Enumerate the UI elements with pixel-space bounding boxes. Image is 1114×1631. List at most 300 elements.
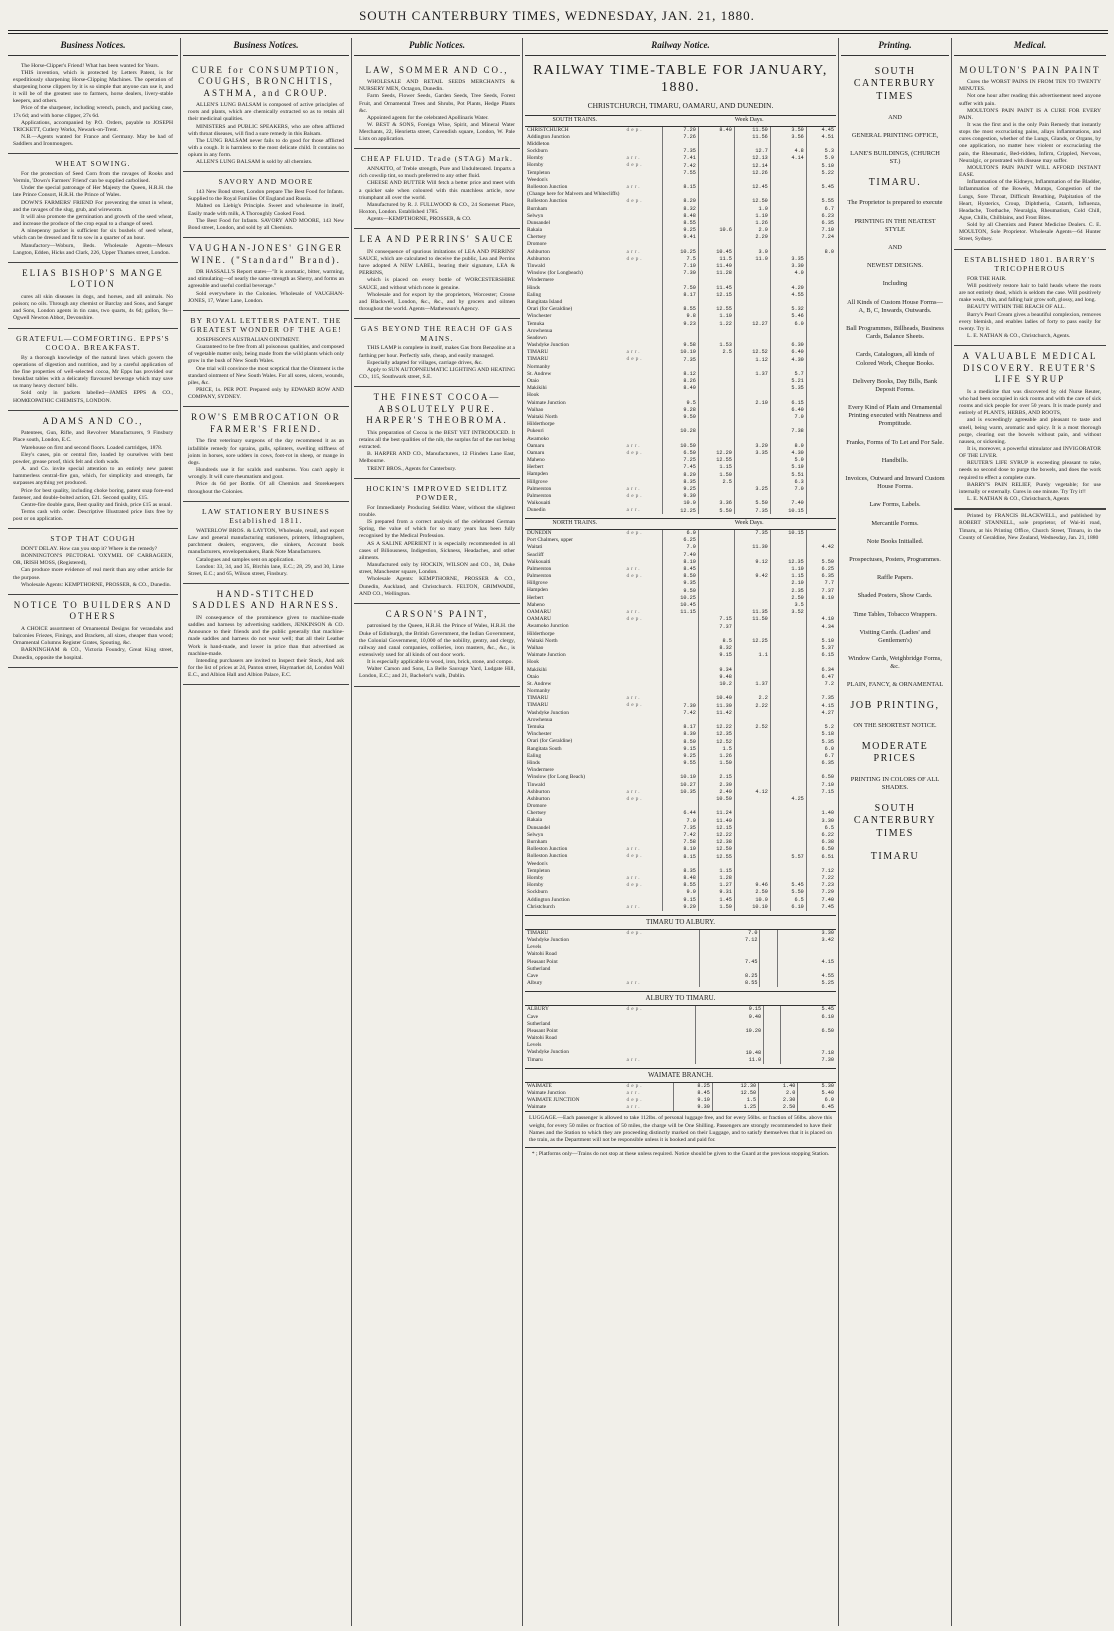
column-divider (180, 38, 181, 1626)
departure-time (662, 688, 698, 695)
ad-title: GRATEFUL—COMFORTING. EPPS'S COCOA. BREAKFAST. (16, 333, 170, 353)
station-note (625, 810, 663, 817)
departure-time (698, 371, 734, 378)
departure-time: 5.45 (770, 882, 806, 889)
station-name: Maheno (527, 601, 545, 608)
station-note (625, 471, 663, 478)
departure-time (806, 241, 836, 248)
station-name: Rolleston Junction (527, 853, 568, 860)
ad-title: THE FINEST COCOA—ABSOLUTELY PURE. HARPER'S THEOBROMA. (366, 392, 508, 426)
timetable-row (525, 724, 836, 731)
departure-time (760, 958, 777, 965)
printing-line: PRINTING IN COLORS OF ALL SHADES. (850, 776, 940, 792)
station-name: Templeton (527, 867, 550, 874)
ad-paragraph: The Best Food for Infants. SAVORY AND MOORE, 143 New Bond street, London, and sold by all Chemists. (188, 217, 344, 231)
station-note (625, 652, 663, 659)
departure-time: 7.35 (662, 356, 698, 363)
departure-time: 5.21 (770, 378, 806, 385)
departure-time (777, 951, 836, 958)
ad-paragraph: Wholesale Agents: KEMPTHORNE, PROSSER, & CO., Dunedin. (21, 581, 171, 588)
departure-time: 6.0 (770, 320, 806, 327)
departure-time: 3.30 (806, 817, 836, 824)
departure-time: 5.22 (806, 169, 836, 176)
departure-time: 5.19 (770, 464, 806, 471)
departure-time: 5.7 (770, 371, 806, 378)
ad-title: LAW, SOMMER AND CO., (365, 64, 509, 75)
departure-time: 12.52 (698, 738, 734, 745)
station-note (625, 263, 663, 270)
printing-line: Franks, Forms of To Let and For Sale. (846, 438, 944, 446)
departure-time: 12.7 (734, 148, 770, 155)
timetable-row (525, 937, 836, 944)
station-note (625, 825, 663, 832)
station-note (625, 868, 663, 875)
departure-time (806, 385, 836, 392)
station-note (625, 435, 663, 442)
timetable-row (525, 1035, 836, 1042)
departure-time: 7.58 (662, 839, 698, 846)
departure-time (734, 832, 770, 839)
departure-time (770, 616, 806, 623)
ad-paragraph: Cures the WORST PAINS IN FROM TEN TO TWENTY MINUTES. (959, 79, 1101, 93)
station-name: Dunedin (527, 507, 546, 514)
station-name: Ashburton (527, 255, 550, 262)
departure-time: 3.30 (777, 930, 836, 937)
timetable-row (525, 796, 836, 803)
station-name: Levels (527, 1042, 542, 1049)
station-note (625, 399, 663, 406)
timetable-row (525, 306, 836, 313)
departure-time: 6.50 (662, 450, 698, 457)
ad-paragraph: A CHOICE assortment of Ornamental Designs for verandahs and balconies Friezes, Finings, and Brackets, all sizes, cheaper than wood; Ornamental Columns Register Grates, Spouting, &c. (13, 625, 173, 647)
station-note: arr. (626, 846, 642, 853)
departure-time (806, 803, 836, 810)
station-note: arr. (626, 507, 642, 514)
departure-time (770, 213, 806, 220)
printing-line: TIMARU. (868, 176, 922, 188)
departure-time: 9.30 (673, 1104, 712, 1111)
departure-time: 5.50 (698, 507, 734, 514)
station-note (625, 817, 663, 824)
ad-body (13, 355, 173, 405)
station-name: Addington Junction (527, 896, 570, 903)
departure-time (698, 220, 734, 227)
departure-time (734, 817, 770, 824)
departure-time: 7.0 (662, 544, 698, 551)
printing-line: Mercantile Forms. (871, 519, 919, 527)
station-note (625, 220, 663, 227)
departure-time: 10.28 (662, 428, 698, 435)
departure-time: 8.10 (662, 846, 698, 853)
station-name: Palmerston (527, 573, 552, 580)
timetable-row (525, 966, 836, 973)
departure-time: 12.22 (698, 724, 734, 731)
departure-time: 6.10 (780, 1013, 836, 1020)
departure-time: 1.25 (712, 1104, 758, 1111)
departure-time: 6.40 (770, 407, 806, 414)
departure-time (806, 688, 836, 695)
station-name: Waimate Junction (527, 1089, 566, 1096)
station-name: Seadown (527, 334, 547, 341)
station-name: Port Chalmers, upper (527, 537, 573, 544)
station-note (625, 277, 663, 284)
departure-time (734, 595, 770, 602)
departure-time (770, 645, 806, 652)
station-name: Herbert (527, 594, 544, 601)
departure-time (734, 378, 770, 385)
departure-time (806, 277, 836, 284)
departure-time (698, 717, 734, 724)
station-note (625, 544, 663, 551)
station-note (625, 602, 663, 609)
station-note (625, 407, 663, 414)
departure-time: 1.1 (734, 652, 770, 659)
departure-time (698, 602, 734, 609)
printing-line: GENERAL PRINTING OFFICE, (851, 132, 939, 140)
departure-time: 8.55 (662, 882, 698, 889)
ad-paragraph: DON'T DELAY. How can you stop it? Where is the remedy? (21, 545, 158, 552)
ad-paragraph: For the protection of Seed Corn from the ravages of Rooks and Vermin, 'Down's Farmers' Friend' can be supplied carbolised. (13, 170, 173, 185)
station-name: Normanby (527, 363, 551, 370)
departure-time: 11.35 (734, 609, 770, 616)
station-note (625, 205, 663, 212)
departure-time (734, 328, 770, 335)
station-note: arr. (626, 903, 642, 910)
masthead-rule-2 (8, 33, 1108, 34)
station-name: Waimate Junction (527, 652, 566, 659)
station-note (625, 428, 663, 435)
departure-time: 9.15 (696, 1006, 764, 1013)
timetable-title: RAILWAY TIME-TABLE FOR JANUARY, 1880. (533, 62, 828, 96)
departure-time: 7.42 (662, 710, 698, 717)
ad-paragraph: It is especially applicable to wood, iron, brick, stone, and compo. (367, 659, 513, 666)
departure-time: 8.48 (662, 213, 698, 220)
timetable-row (525, 595, 836, 602)
departure-time (734, 853, 770, 860)
ads-list (954, 60, 1106, 510)
departure-time (806, 349, 836, 356)
station-name: Hornby (527, 874, 544, 881)
departure-time (698, 421, 734, 428)
timetable-row (525, 1056, 836, 1063)
station-name: Weedon's (527, 860, 548, 867)
departure-time (770, 169, 806, 176)
ad-paragraph: Not one hour after reading this advertisement need anyone suffer with pain. (959, 93, 1101, 107)
departure-time (734, 717, 770, 724)
departure-time: 6.25 (806, 566, 836, 573)
table-header: Week Days. (662, 519, 836, 530)
departure-time (698, 580, 734, 587)
timetable-row (525, 695, 836, 702)
departure-time (806, 530, 836, 537)
ad-title: STOP THAT COUGH (50, 534, 136, 544)
station-name: Waihao (527, 644, 544, 651)
station-note: arr. (626, 609, 642, 616)
departure-time: 6.35 (806, 220, 836, 227)
station-note: dep. (626, 356, 644, 363)
ad-paragraph: MOULTON'S PAIN PAINT WILL AFFORD INSTANT EASE. (959, 164, 1101, 179)
departure-time: 1.50 (698, 471, 734, 478)
departure-time: 7.30 (662, 702, 698, 709)
departure-time: 8.45 (662, 566, 698, 573)
ads-list (183, 60, 349, 686)
advertisement (183, 407, 349, 501)
departure-time (734, 537, 770, 544)
departure-time (806, 399, 836, 406)
departure-time: 3.42 (777, 937, 836, 944)
departure-time: 8.55 (699, 980, 759, 987)
station-note: dep. (626, 126, 644, 133)
departure-time: 5.35 (806, 738, 836, 745)
departure-time: 2.10 (734, 399, 770, 406)
departure-time (764, 1028, 780, 1035)
timetable-row (525, 443, 836, 450)
departure-time (698, 299, 734, 306)
departure-time (734, 566, 770, 573)
station-name: Dromore (527, 803, 547, 810)
departure-time: 4.45 (806, 126, 836, 133)
departure-time (662, 659, 698, 666)
station-note (625, 378, 663, 385)
departure-time: 6.47 (806, 674, 836, 681)
departure-time: 7.22 (806, 875, 836, 882)
timetable-row (525, 717, 836, 724)
departure-time (734, 666, 770, 673)
departure-time (734, 414, 770, 421)
departure-time (806, 177, 836, 184)
timetable-row (525, 623, 836, 630)
departure-time (662, 717, 698, 724)
station-name: St. Andrew (527, 680, 552, 687)
station-note: arr. (626, 874, 642, 881)
departure-time: 12.25 (734, 638, 770, 645)
station-name: Weedon's (527, 176, 548, 183)
departure-time: 6.0 (798, 1097, 836, 1104)
timetable-row (525, 1104, 836, 1111)
departure-time (806, 457, 836, 464)
ad-paragraph: Warehouse on first and second floors. Loaded cartridges, 1878. (21, 444, 163, 451)
departure-time (734, 810, 770, 817)
timetable-row (525, 126, 836, 133)
timetable-row (525, 457, 836, 464)
station-note (625, 364, 663, 371)
station-note: arr. (626, 349, 642, 356)
section-header: Printing. (841, 38, 949, 56)
departure-time: 6.15 (806, 652, 836, 659)
departure-time: 5.3 (806, 148, 836, 155)
departure-time (662, 767, 698, 774)
station-note (625, 803, 663, 810)
departure-time: 8.10 (662, 559, 698, 566)
departure-time (698, 277, 734, 284)
advertisement (354, 229, 520, 319)
station-name: Sockburn (527, 889, 548, 896)
timetable-row (525, 493, 836, 500)
departure-time: 12.15 (698, 825, 734, 832)
departure-time (662, 652, 698, 659)
departure-time: 1.26 (734, 220, 770, 227)
timetable-row (525, 753, 836, 760)
timetable-row (525, 177, 836, 184)
departure-time (662, 364, 698, 371)
station-name: Oamaru (527, 442, 545, 449)
departure-time: 4.15 (806, 702, 836, 709)
ad-body (959, 79, 1101, 244)
timetable-row (525, 1006, 836, 1013)
departure-time: 7.38 (770, 428, 806, 435)
departure-time: 6.50 (806, 846, 836, 853)
printing-line: Ball Programmes, Billheads, Business Cards, Balance Sheets. (846, 324, 944, 341)
departure-time: 7.35 (734, 507, 770, 514)
departure-time (770, 328, 806, 335)
station-note (625, 500, 663, 507)
ad-paragraph: Wholesale Agents: KEMPTHORNE, PROSSER & CO., Dunedin, Auckland, and Christchurch. FELTON, GRIMWADE, AND CO., Wellington. (359, 576, 515, 597)
departure-time (806, 270, 836, 277)
departure-time: 5.45 (806, 184, 836, 191)
station-note (625, 659, 663, 666)
station-note (625, 227, 663, 234)
departure-time: 8.32 (662, 205, 698, 212)
departure-time (734, 767, 770, 774)
departure-time (734, 710, 770, 717)
departure-time (698, 803, 734, 810)
column-divider (522, 38, 523, 1626)
departure-time (770, 638, 806, 645)
station-name: Sutherland (527, 965, 551, 972)
departure-time (806, 630, 836, 637)
ad-paragraph: A ninepenny packet is sufficient for six bushels of seed wheat, which can be dressed and fit to sow in a quarter of an hour. (13, 228, 173, 242)
departure-time: 9.41 (662, 234, 698, 241)
ad-title: GAS BEYOND THE REACH OF GAS MAINS. (360, 324, 514, 343)
departure-time: 7.30 (780, 1056, 836, 1063)
departure-time: 1.22 (698, 320, 734, 327)
ad-paragraph: patronised by the Queen, H.R.H. the Prince of Wales, H.R.H. the Duke of Edinburgh, the British Government, the Indian Government, the Colonial Government, 10,000 of the nobility, gentry, and clergy, railway and canal companies, collieries, iron masters, &c., &c., is extensively used for all kinds of out door work. (359, 623, 515, 659)
departure-time (760, 937, 777, 944)
departure-time (770, 162, 806, 169)
timetable-row (525, 645, 836, 652)
station-note (625, 666, 663, 673)
station-note: dep. (626, 198, 644, 205)
departure-time (770, 702, 806, 709)
printing-line: NEWEST DESIGNS. (867, 262, 923, 270)
departure-time: 10.27 (662, 781, 698, 788)
printing-line: TIMARU (870, 850, 920, 862)
ad-body (13, 546, 173, 589)
departure-time: 11.42 (698, 710, 734, 717)
departure-time (806, 602, 836, 609)
ad-paragraph: which is placed on every bottle of WORCESTERSHIRE SAUCE, and without which none is genuine. (359, 277, 515, 291)
departure-time: 2.35 (770, 587, 806, 594)
departure-time: 2.40 (698, 789, 734, 796)
departure-time (662, 681, 698, 688)
timetable-row (525, 587, 836, 594)
departure-time: 7.12 (806, 868, 836, 875)
departure-time (698, 234, 734, 241)
departure-time (770, 435, 806, 442)
station-name: Christchurch (527, 903, 555, 910)
departure-time (662, 638, 698, 645)
station-name: OAMARU (527, 609, 551, 616)
station-name: Windermere (527, 277, 554, 284)
timetable-row (525, 951, 836, 958)
printing-line: Delivery Books, Day Bills, Bank Deposit Forms. (852, 377, 938, 393)
station-name: Selwyn (527, 212, 544, 219)
ad-body (188, 189, 344, 232)
timetable-row (525, 944, 836, 951)
departure-time (770, 630, 806, 637)
departure-time: 10.15 (770, 530, 806, 537)
ad-paragraph: N.B.—Agents wanted for France and Germany. May be had of Saddlers and Ironmongers. (13, 134, 173, 148)
ad-paragraph: Farm Seeds, Flower Seeds, Garden Seeds, Tree Seeds, Forest Fruit, and Ornamental Trees and Shrubs, Pot Plants, Hedge Plants &c. (359, 93, 515, 114)
timetable-row (525, 817, 836, 824)
timetable-row (525, 1083, 836, 1090)
departure-time (698, 443, 734, 450)
departure-time (734, 760, 770, 767)
station-note (625, 724, 663, 731)
timetable-row (525, 860, 836, 867)
ad-paragraph: FOR THE HAIR. (967, 275, 1007, 282)
printing-line: SOUTH CANTERBURY TIMES (853, 802, 937, 840)
timetable-row (525, 602, 836, 609)
printing-line: PRINTING IN THE NEATEST STYLE (854, 217, 936, 233)
departure-time: 12.52 (734, 349, 770, 356)
ad-paragraph: WHOLESALE AND RETAIL SEEDS MERCHANTS & NURSERY MEN, Octagon, Dunedin. (359, 79, 515, 93)
station-note: dep. (626, 162, 644, 169)
station-note (625, 1013, 696, 1020)
station-note (625, 781, 663, 788)
departure-time: 7.5 (662, 256, 698, 263)
station-note: arr. (626, 695, 642, 702)
departure-time: 9.15 (662, 745, 698, 752)
ad-title: SAVORY AND MOORE (218, 177, 314, 187)
timetable-row (525, 428, 836, 435)
departure-time: 7.37 (806, 587, 836, 594)
departure-time (770, 832, 806, 839)
departure-time (698, 385, 734, 392)
printing-line: Window Cards, Weighbridge Forms, &c. (848, 655, 942, 671)
station-name: Rolleston Junction (527, 846, 568, 853)
departure-time (734, 551, 770, 558)
ad-body (13, 626, 173, 662)
departure-time: 1.50 (698, 760, 734, 767)
departure-time: 8.0 (806, 249, 836, 256)
departure-time: 6.50 (806, 774, 836, 781)
timetable-row (525, 904, 836, 911)
departure-time (662, 299, 698, 306)
departure-time (698, 530, 734, 537)
departure-time (770, 191, 806, 198)
advertisement (354, 319, 520, 387)
timetable-row (525, 702, 836, 709)
departure-time: 7.15 (806, 789, 836, 796)
station-note: arr. (626, 442, 642, 449)
departure-time (698, 184, 734, 191)
station-note (625, 973, 700, 980)
station-note: dep. (626, 1097, 644, 1104)
station-name: Otaio (527, 673, 539, 680)
departure-time (698, 141, 734, 148)
station-note: dep. (626, 853, 644, 860)
departure-time (780, 1042, 836, 1049)
station-note (625, 958, 700, 965)
station-name: Rangitata Island (527, 298, 563, 305)
ad-body (188, 615, 344, 679)
ad-paragraph: It will also promote the germination and growth of the seed wheat, and increase the produce of the crop equal to a change of seed. (13, 213, 173, 228)
station-note (625, 623, 663, 630)
ad-paragraph: Walter Carson and Sons, La Belle Sauvage Yard, Ludgate Hill, London, E.C.; and 21, Bachelor's walk, Dublin. (359, 666, 515, 680)
departure-time: 1.37 (734, 681, 770, 688)
departure-time: 7.40 (806, 896, 836, 903)
